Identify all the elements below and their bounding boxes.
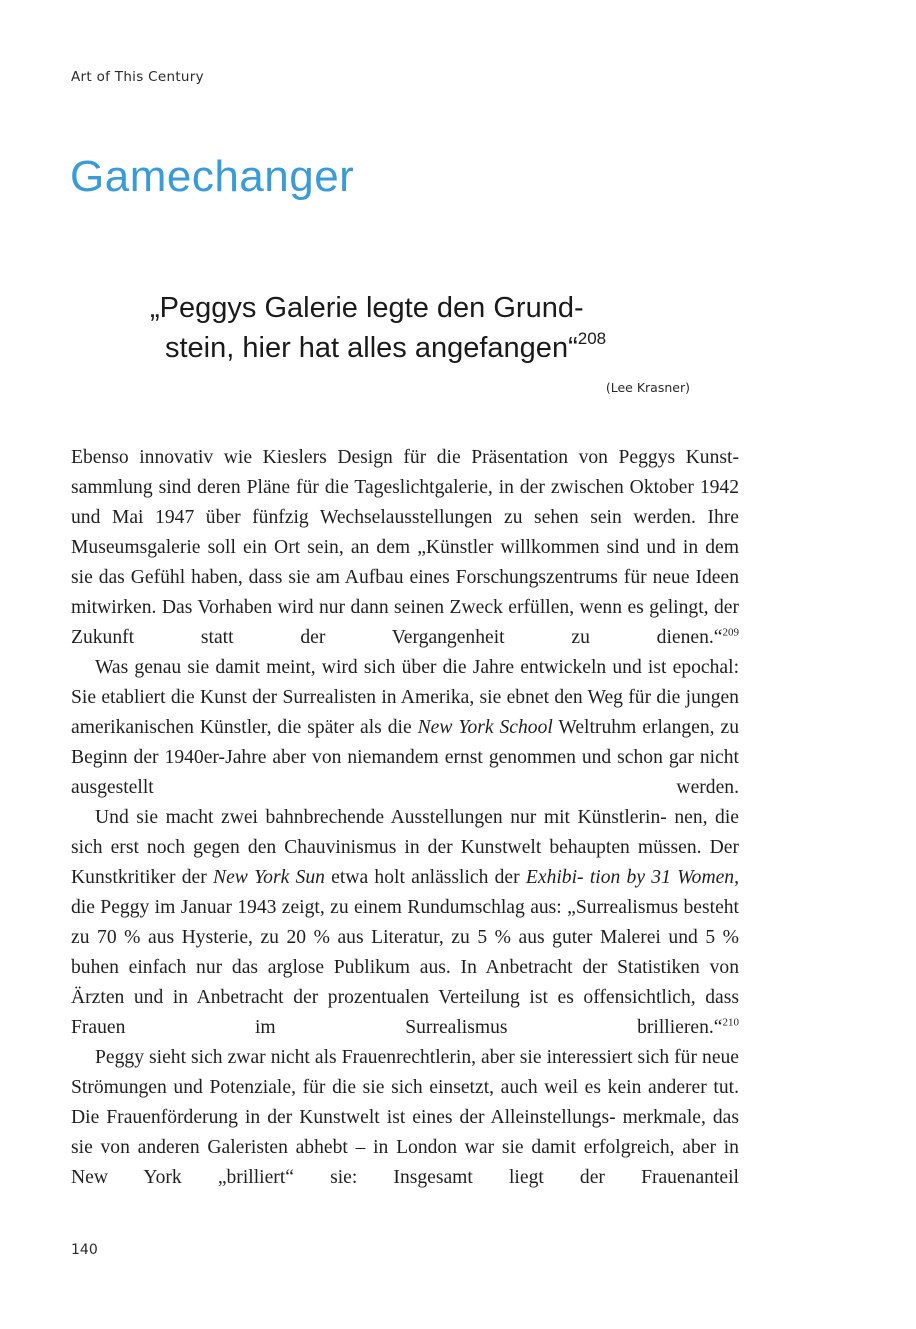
text-line: Peggy sieht sich zwar nicht als Frauenrechtlerin, aber sie interessiert sich für	[95, 1047, 697, 1068]
text-line: aus: „Surrealismus besteht zu 70 % aus Hysterie, zu 20 % aus Literatur, zu	[71, 897, 740, 948]
epigraph-quote	[150, 288, 710, 368]
text-line: Und sie macht zwei bahnbrechende Ausstellungen nur mit Künstlerin-	[95, 807, 667, 828]
footnote-marker: 208	[577, 329, 607, 349]
paragraph	[71, 653, 739, 803]
text-line: für die jungen amerikanischen Künstler, die später als die	[71, 687, 739, 738]
paragraph	[71, 803, 739, 1043]
running-header: Art of This Century	[71, 69, 204, 85]
text-line: müssen. Der Kunstkritiker der	[71, 837, 739, 888]
text-line: , die Peggy im Januar 1943 zeigt, zu einem Rundumschlag	[71, 867, 739, 918]
text-line: 5 % aus guter Malerei und 5 % buhen einfach nur das arglose Publikum aus.	[71, 927, 739, 978]
text-line: Was genau sie damit meint, wird sich über die Jahre entwickeln und ist	[95, 657, 667, 678]
text-line: sammlung sind deren Pläne für die Tageslichtgalerie, in der zwischen Oktober	[71, 477, 694, 498]
italic-title: New York Sun	[213, 867, 325, 888]
text-line: merkmale, das sie von anderen Galeristen abhebt – in London war sie damit	[71, 1107, 739, 1158]
text-line: in dem sie das Gefühl haben, dass sie am Aufbau eines Forschungszentrums	[71, 537, 739, 588]
italic-title: Exhibi-	[525, 867, 584, 888]
text-line: erfolgreich, aber in New York „brilliert“ sie: Insgesamt liegt der Frauenanteil	[71, 1137, 739, 1188]
footnote-marker: 209	[722, 626, 739, 639]
text-line: Ihre Museumsgalerie soll ein Ort sein, an dem „Künstler willkommen sind und	[71, 507, 739, 558]
text-line: anderer tut. Die Frauenförderung in der Kunstwelt ist eines der Alleinstellungs-	[71, 1077, 740, 1128]
footnote-marker: 210	[722, 1016, 739, 1029]
text-line: für neue Ideen mitwirken. Das Vorhaben wird nur dann seinen Zweck erfüllen,	[71, 567, 739, 618]
page-number: 140	[71, 1242, 98, 1258]
paragraph	[71, 443, 739, 653]
body-text	[71, 443, 739, 1193]
epigraph-text: stein, hier hat alles angefangen“	[165, 332, 578, 364]
epigraph-line: „Peggys Galerie legte den Grund-	[150, 292, 584, 324]
chapter-title: Gamechanger	[70, 152, 355, 201]
paragraph	[71, 1043, 739, 1193]
text-line: epochal: Sie etabliert die Kunst der Surrealisten in Amerika, sie ebnet den Weg	[71, 657, 740, 708]
italic-title: tion by 31 Women	[589, 867, 735, 888]
text-line: neue Strömungen und Potenziale, für die sie sich einsetzt, auch weil es kein	[71, 1047, 740, 1098]
text-line: genommen und schon gar nicht ausgestellt werden.	[71, 747, 739, 798]
text-line: In Anbetracht der Statistiken von Ärzten und in Anbetracht der prozentualen	[71, 957, 739, 1008]
text-line: Verteilung ist es offensichtlich, dass Frauen im Surrealismus brillieren.“	[71, 987, 740, 1038]
text-line: wenn es gelingt, der Zukunft statt der Vergangenheit zu dienen.“	[71, 597, 739, 648]
text-line: Weltruhm erlangen, zu Beginn der 1940er-Jahre aber von niemandem ernst	[71, 717, 739, 768]
text-line: Ebenso innovativ wie Kieslers Design für die Präsentation von Peggys Kunst-	[71, 447, 739, 468]
epigraph-attribution: (Lee Krasner)	[605, 380, 690, 395]
epigraph-line	[150, 328, 710, 368]
italic-title: New York School	[417, 717, 553, 738]
text-line: etwa holt anlässlich der	[324, 867, 526, 888]
text-line: 1942 und Mai 1947 über fünfzig Wechselausstellungen zu sehen sein werden.	[71, 477, 739, 528]
text-line: nen, die sich erst noch gegen den Chauvinismus in der Kunstwelt behaupten	[71, 807, 739, 858]
